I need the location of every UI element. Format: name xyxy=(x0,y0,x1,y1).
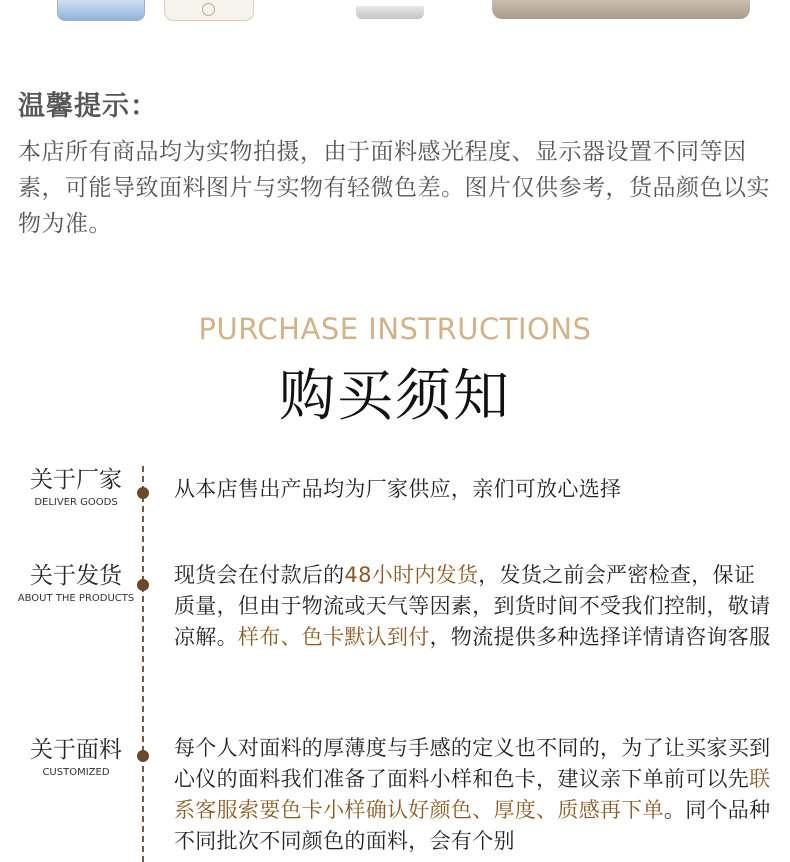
section-title-en: PURCHASE INSTRUCTIONS xyxy=(198,312,592,346)
highlight-text: 联系客服索要色卡小样确认好颜色、厚度、质感再下单 xyxy=(174,767,771,822)
label-shipping xyxy=(14,562,138,604)
gold-phone-image xyxy=(164,0,254,21)
text-run: 。同个品种不同批次不同颜色的面料，会有个别 xyxy=(174,798,771,853)
text-run: 现货会在付款后的 xyxy=(174,563,345,587)
shipping-text xyxy=(174,560,774,653)
text-run: ，物流提供多种选择详情请咨询客服 xyxy=(429,625,771,649)
label-en: CUSTOMIZED xyxy=(42,767,110,778)
laptop-image xyxy=(492,0,750,19)
blue-phone-image xyxy=(57,0,145,21)
timeline-dot xyxy=(137,487,149,499)
label-fabric xyxy=(14,736,138,778)
notice-text: 本店所有商品均为实物拍摄，由于面料感光程度、显示器设置不同等因素，可能导致面料图片与实物有轻微色差。图片仅供参考，货品颜色以实物为准。 xyxy=(18,139,770,237)
label-zh: 关于发货 xyxy=(30,563,122,589)
label-manufacturer xyxy=(14,466,138,508)
highlight-text: 样布、色卡默认到付 xyxy=(237,625,430,649)
manufacturer-text: 从本店售出产品均为厂家供应，亲们可放心选择 xyxy=(174,477,622,501)
home-button-icon xyxy=(202,3,215,16)
text-run: 每个人对面料的厚薄度与手感的定义也不同的，为了让买家买到心仪的面料我们准备了面料小样和色卡，建议亲下单前可以先 xyxy=(174,736,771,791)
notice-title: 温馨提示： xyxy=(18,91,158,122)
highlight-text: 48小时内发货 xyxy=(344,563,479,587)
text-run: ，发货之前会严密检查，保证质量，但由于物流或天气等因素，到货时间不受我们控制，敬请凉解。 xyxy=(174,563,771,649)
section-title-zh: 购买须知 xyxy=(279,364,511,429)
monitor-stand-image xyxy=(356,6,424,19)
label-en: ABOUT THE PRODUCTS xyxy=(17,593,135,604)
timeline-line xyxy=(142,466,144,862)
label-en: DELIVER GOODS xyxy=(34,497,118,508)
fabric-text xyxy=(174,733,774,857)
label-zh: 关于厂家 xyxy=(30,467,122,493)
timeline-dot xyxy=(137,579,149,591)
label-zh: 关于面料 xyxy=(30,737,122,763)
timeline-dot xyxy=(137,750,149,762)
product-images-strip xyxy=(0,0,790,28)
